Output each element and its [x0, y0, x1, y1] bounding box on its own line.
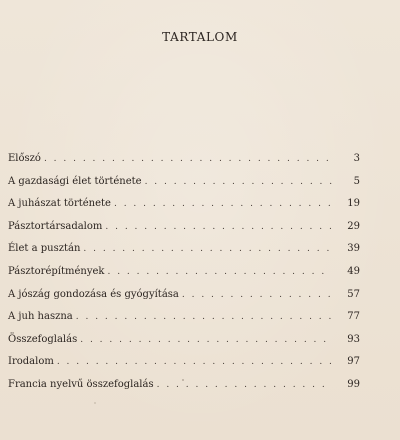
toc-entry-title: Előszó — [8, 153, 41, 164]
toc-page-number: 3 — [353, 153, 360, 164]
dot-leader — [44, 152, 332, 166]
toc-entry — [8, 197, 360, 220]
toc-page-number: 57 — [347, 288, 360, 300]
toc-entry-title: Pásztorépítmények — [8, 265, 105, 277]
dot-leader — [80, 333, 332, 347]
toc-page-number: 19 — [347, 198, 360, 210]
toc-entry — [8, 220, 360, 243]
page-title: TARTALOM — [162, 30, 238, 44]
toc-entry — [8, 152, 360, 175]
toc-entry-title: Irodalom — [8, 356, 54, 368]
toc-entry-title: A juhászat története — [8, 198, 111, 210]
toc-entry-title: Élet a pusztán — [8, 243, 81, 255]
dot-leader — [83, 242, 332, 256]
toc-page-number: 77 — [347, 311, 360, 323]
dot-leader — [145, 175, 332, 189]
toc-entry-title: Összefoglalás — [8, 333, 78, 345]
toc-entry — [8, 242, 360, 265]
dot-leader — [105, 220, 332, 234]
dot-leader — [114, 197, 332, 211]
toc-page-number: 93 — [347, 333, 360, 345]
toc-entry — [8, 265, 360, 288]
toc-entry — [8, 378, 360, 401]
dot-leader — [76, 310, 332, 324]
toc-entry — [8, 288, 360, 311]
toc-page-number: 39 — [347, 243, 360, 255]
paper-speck — [182, 379, 184, 381]
toc-entry — [8, 310, 360, 333]
table-of-contents — [8, 152, 360, 401]
dot-leader — [107, 265, 332, 279]
dot-leader — [182, 288, 332, 302]
dot-leader — [57, 355, 332, 369]
toc-page-number: 29 — [347, 220, 360, 232]
toc-entry — [8, 355, 360, 378]
paper-speck — [94, 402, 96, 404]
toc-entry-title: A juh haszna — [8, 311, 73, 323]
toc-entry-title: Francia nyelvű összefoglalás — [8, 378, 154, 390]
toc-entry-title: Pásztortársadalom — [8, 220, 103, 232]
toc-entry-title: A jószág gondozása és gyógyítása — [8, 288, 179, 300]
toc-page-number: 49 — [347, 265, 360, 277]
toc-entry — [8, 175, 360, 198]
toc-page-number: 99 — [347, 378, 360, 390]
toc-page-number: 5 — [353, 175, 360, 187]
toc-page-number: 97 — [347, 356, 360, 368]
toc-entry-title: A gazdasági élet története — [8, 175, 142, 187]
toc-entry — [8, 333, 360, 356]
